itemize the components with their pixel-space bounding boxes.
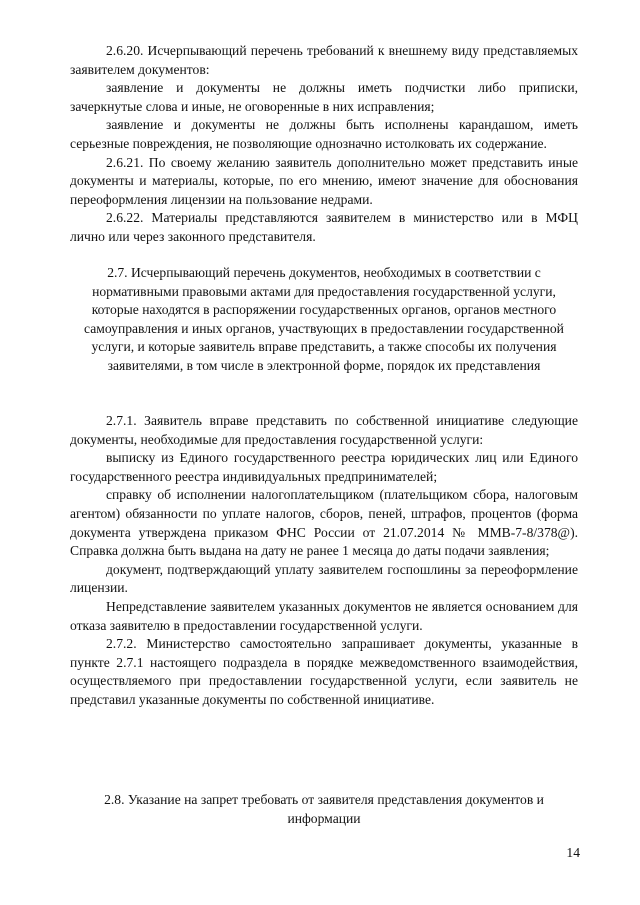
section-heading-2-8: 2.8. Указание на запрет требовать от заявителя представления документов и информации xyxy=(104,792,544,826)
section-heading-2-7: 2.7. Исчерпывающий перечень документов, необходимых в соответствии с нормативными правовыми актами для предоставления государственной услуги, которые находятся в распоряжении государственных органов, органов местного самоуправления и иных органов, участвующих в предоставлении государственной услуги, и которые заявитель вправе представить, а также способы их получения заявителями, в том числе в электронной форме, порядок их представления xyxy=(84,265,564,373)
paragraph-requirement-1: заявление и документы не должны иметь подчистки либо приписки, зачеркнутые слова и иные, не оговоренные в них исправления; xyxy=(70,80,578,114)
paragraph-2-6-21: 2.6.21. По своему желанию заявитель дополнительно может представить иные документы и материалы, которые, по его мнению, имеют значение для обоснования переоформления лицензии на пользование недрами. xyxy=(70,154,578,207)
section-2-7-text xyxy=(70,412,578,710)
paragraph-state-duty: документ, подтверждающий уплату заявителем госпошлины за переоформление лицензии. xyxy=(70,561,578,596)
paragraph-2-6-20: 2.6.20. Исчерпывающий перечень требований к внешнему виду представляемых заявителем документов: xyxy=(70,43,578,77)
paragraph-non-submission: Непредставление заявителем указанных документов не является основанием для отказа заявителю в предоставлении государственной услуги. xyxy=(70,598,578,633)
paragraph-2-7-1: 2.7.1. Заявитель вправе представить по собственной инициативе следующие документы, необходимые для предоставления государственной услуги: xyxy=(70,413,578,447)
paragraph-tax-certificate: справку об исполнении налогоплательщиком (плательщиком сбора, налоговым агентом) обязанности по уплате налогов, сборов, пеней, штрафов, процентов (форма документа утверждена приказом ФНС России от 21.07.2014 № ММВ-7-8/378@). Справка должна быть выдана на дату не ранее 1 месяца до даты подачи заявления; xyxy=(70,487,578,559)
paragraph-2-6-22: 2.6.22. Материалы представляются заявителем в министерство или в МФЦ лично или через законного представителя. xyxy=(70,210,578,244)
paragraph-requirement-2: заявление и документы не должны быть исполнены карандашом, иметь серьезные повреждения, не позволяющие однозначно истолковать их содержание. xyxy=(70,117,578,151)
paragraph-registry-extract: выписку из Единого государственного реестра юридических лиц или Единого государственного реестра индивидуальных предпринимателей; xyxy=(70,450,578,484)
section-2-6-text xyxy=(70,42,578,247)
page-number: 14 xyxy=(566,845,580,860)
paragraph-2-7-2: 2.7.2. Министерство самостоятельно запрашивает документы, указанные в пункте 2.7.1 настоящего подраздела в порядке межведомственного взаимодействия, осуществляемого при предоставлении государственной услуги, если заявитель не представил указанные документы по собственной инициативе. xyxy=(70,636,578,707)
